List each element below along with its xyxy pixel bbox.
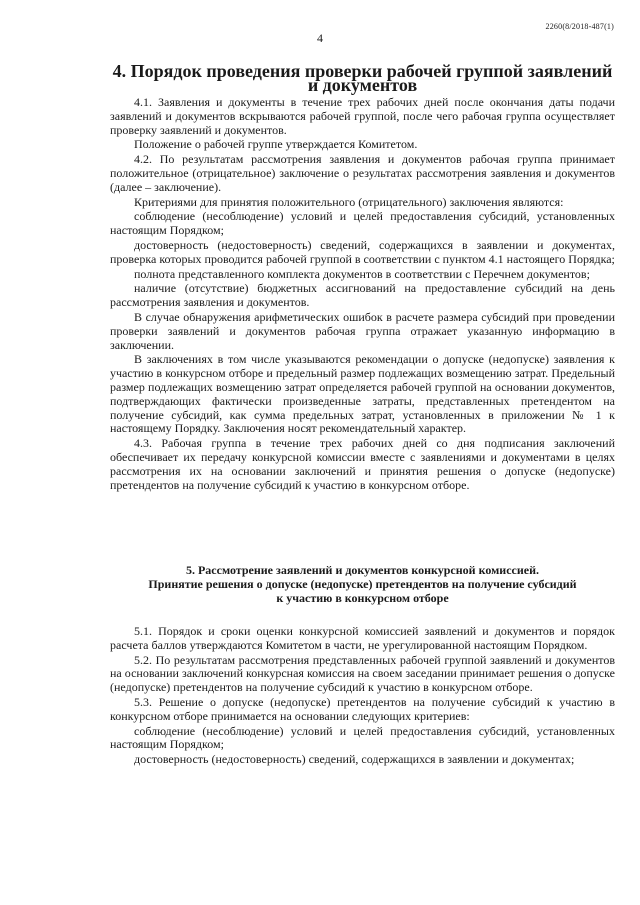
paragraph: 4.2. По результатам рассмотрения заявления и документов рабочая группа принимает положительное (отрицательное) заключение о результатах рассмотрения заявления и документов (далее – заключение). <box>110 152 615 194</box>
paragraph: 4.1. Заявления и документы в течение трех рабочих дней после окончания даты подачи заявлений и документов вскрываются рабочей группой, после чего рабочая группа осуществляет проверку заявлений и документов. <box>110 95 615 137</box>
section-5-heading-line: 5. Рассмотрение заявлений и документов конкурсной комиссией. <box>185 563 540 577</box>
paragraph: 5.3. Решение о допуске (недопуске) претендентов на получение субсидий к участию в конкурсном отборе принимается на основании следующих критериев: <box>110 694 615 723</box>
section-4-body <box>110 96 615 492</box>
paragraph: соблюдение (несоблюдение) условий и целей предоставления субсидий, установленных настоящим Порядком; <box>110 723 615 752</box>
paragraph: 5.2. По результатам рассмотрения представленных рабочей группой заявлений и документов на основании заключений конкурсная комиссия на своем заседании принимает решения о допуске (недопуске) претендентов на получение субсидий к участию в конкурсном отборе. <box>110 652 615 695</box>
paragraph: В случае обнаружения арифметических ошибок в расчете размера субсидий при проведении проверки заявлений и документов рабочая группа отражает указанную информацию в заключении. <box>110 309 615 352</box>
paragraph: наличие (отсутствие) бюджетных ассигнований на предоставление субсидий на день рассмотрения заявления и документов. <box>110 281 615 310</box>
paragraph: соблюдение (несоблюдение) условий и целей предоставления субсидий, установленных настоящим Порядком; <box>110 209 615 238</box>
document-number: 2260(8/2018-487(1) <box>545 22 614 31</box>
section-5-heading <box>110 563 615 605</box>
section-5-body <box>110 625 615 767</box>
paragraph: 4.3. Рабочая группа в течение трех рабочих дней со дня подписания заключений обеспечивает их передачу конкурсной комиссии вместе с заявлениями и документами в целях рассмотрения их на основании заключений и принятия решения о допуске (недопуске) претендентов на получение субсидий к участию в конкурсном отборе. <box>110 436 615 492</box>
section-5-heading-line: к участию в конкурсном отборе <box>276 591 449 605</box>
section-5-heading-line: Принятие решения о допуске (недопуске) претендентов на получение субсидий <box>148 577 577 591</box>
paragraph: достоверность (недостоверность) сведений, содержащихся в заявлении и документах, проверка которых проводится рабочей группой в соответствии с пунктом 4.1 настоящего Порядка; <box>110 237 615 266</box>
paragraph: полнота представленного комплекта документов в соответствии с Перечнем документов; <box>134 266 590 281</box>
paragraph: достоверность (недостоверность) сведений, содержащихся в заявлении и документах; <box>134 752 575 767</box>
paragraph: Положение о рабочей группе утверждается Комитетом. <box>134 137 418 152</box>
page-number: 4 <box>317 31 323 45</box>
paragraph: 5.1. Порядок и сроки оценки конкурсной комиссией заявлений и документов и порядок расчета баллов утверждаются Комитетом в части, не урегулированной настоящим Порядком. <box>110 624 615 652</box>
paragraph: Критериями для принятия положительного (отрицательного) заключения являются: <box>134 194 564 209</box>
paragraph: В заключениях в том числе указываются рекомендации о допуске (недопуске) заявления к участию в конкурсном отборе и предельный размер подлежащих возмещению затрат. Предельный размер подлежащих возмещению затрат определяется рабочей группой на основании документов, подтверждающих фактически произведенные затраты, представленных претендентом на получение субсидий, как сумма предельных затрат, установленных в приложении № 1 к настоящему Порядку. Заключения носят рекомендательный характер. <box>110 352 615 436</box>
section-4-heading: 4. Порядок проведения проверки рабочей группой заявлений и документов <box>112 61 613 95</box>
